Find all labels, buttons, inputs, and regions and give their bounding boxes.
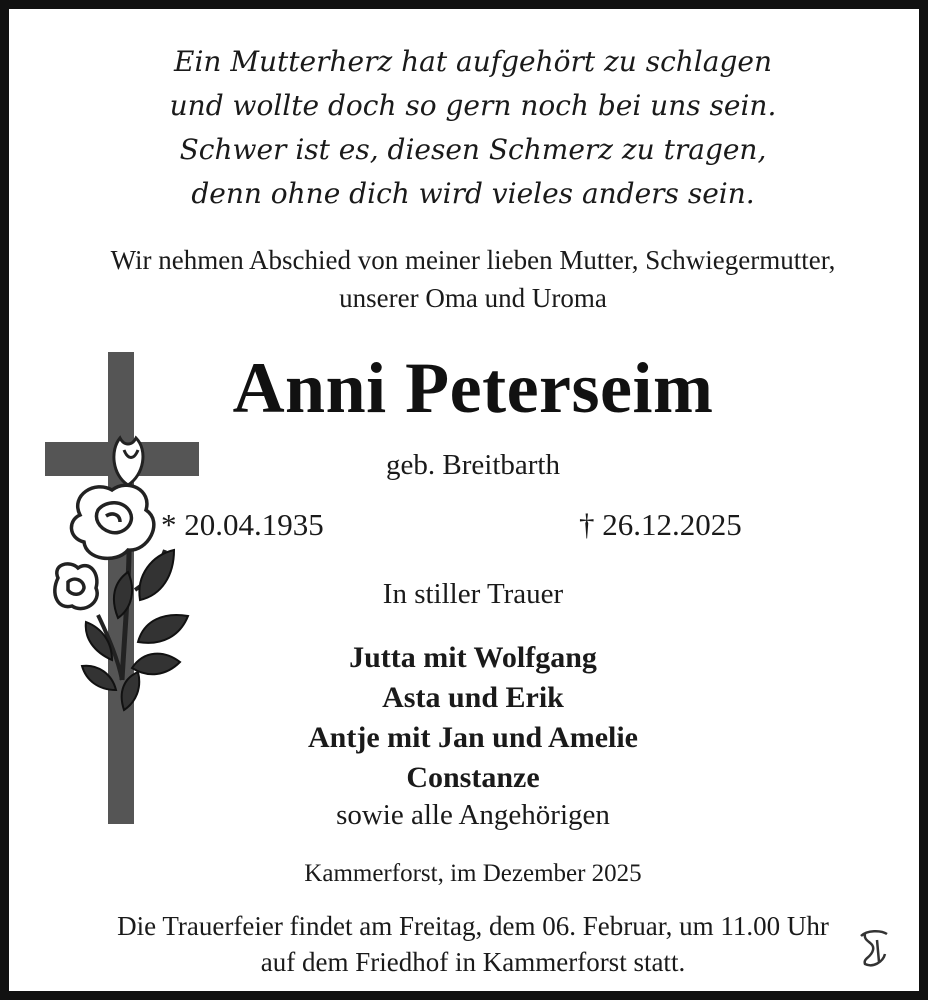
mourning-phrase: In stiller Trauer xyxy=(382,578,564,610)
poem-line-1: Ein Mutterherz hat aufgehört zu schlagen xyxy=(174,45,772,78)
poem-line-4: denn ohne dich wird vieles anders sein. xyxy=(191,177,755,210)
birth-date: * 20.04.1935 xyxy=(161,507,324,542)
mourner-1: Jutta mit Wolfgang xyxy=(349,641,597,674)
death-date: † 26.12.2025 xyxy=(579,507,742,542)
birth-name: geb. Breitbarth xyxy=(386,449,560,481)
mourner-3: Antje mit Jan und Amelie xyxy=(308,721,638,754)
mourner-4: Constanze xyxy=(406,761,540,794)
deceased-name: Anni Peterseim xyxy=(232,348,714,428)
funeral-line-1: Die Trauerfeier findet am Freitag, dem 06. Februar, um 11.00 Uhr xyxy=(117,911,829,941)
poem-line-2: und wollte doch so gern noch bei uns sein. xyxy=(169,89,777,122)
mourner-2: Asta und Erik xyxy=(382,681,564,714)
relatives: sowie alle Angehörigen xyxy=(336,799,610,831)
cross-with-roses-icon xyxy=(40,350,210,830)
poem-line-3: Schwer ist es, diesen Schmerz zu tragen, xyxy=(179,133,767,166)
intro-line-1: Wir nehmen Abschied von meiner lieben Mutter, Schwiegermutter, xyxy=(110,245,836,275)
intro-line-2: unserer Oma und Uroma xyxy=(339,283,607,313)
publisher-logo-icon xyxy=(857,928,891,968)
funeral-line-2: auf dem Friedhof in Kammerforst statt. xyxy=(260,947,686,977)
place-date: Kammerforst, im Dezember 2025 xyxy=(304,860,642,887)
